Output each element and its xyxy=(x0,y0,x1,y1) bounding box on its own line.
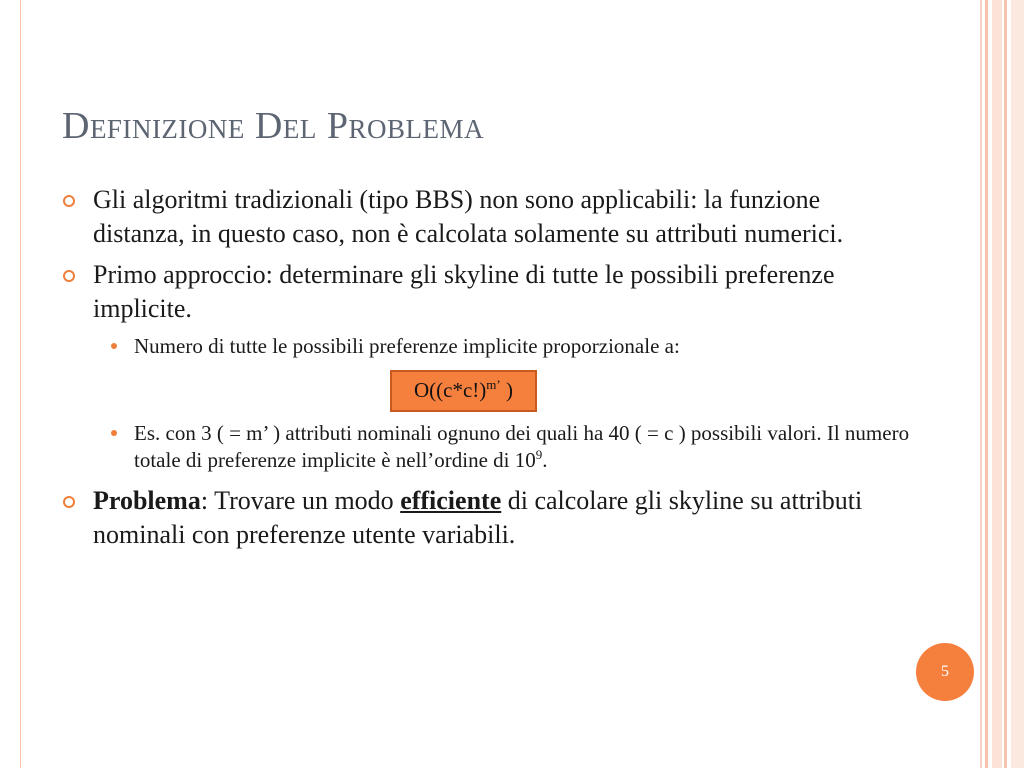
page-number: 5 xyxy=(941,663,949,680)
sub-bullet-item xyxy=(111,333,912,360)
emphasis-term: efficiente xyxy=(400,486,502,515)
bullet-dot-icon xyxy=(111,343,117,349)
decorative-right-stripes xyxy=(980,0,1024,768)
bullet-ring-icon xyxy=(63,496,75,508)
left-frame-line xyxy=(20,0,21,768)
slide-title: Definizione Del Problema xyxy=(62,105,484,147)
bullet-ring-icon xyxy=(63,195,75,207)
sub-bullet-text: Numero di tutte le possibili preferenze implicite proporzionale a: xyxy=(134,334,680,358)
sub-bullet-item xyxy=(111,420,912,474)
bullet-item xyxy=(62,183,912,251)
sub-bullet-text: Es. con 3 ( = m’ ) attributi nominali ognuno dei quali ha 40 ( = c ) possibili valori. Il numero totale di preferenze implicite è nell’ordine di 10 xyxy=(134,421,910,472)
sub-bullet-end: . xyxy=(542,448,548,472)
formula-box xyxy=(390,370,537,412)
bullet-text-mid: : Trovare un modo xyxy=(200,486,401,515)
bullet-text-rest: di calcolare gli skyline su attributi nominali con preferenze utente variabili. xyxy=(93,486,863,549)
bold-term: Problema xyxy=(93,486,201,515)
formula-exponent: m’ xyxy=(486,377,501,392)
exponent: 9 xyxy=(535,447,543,462)
formula-close: ) xyxy=(500,378,513,402)
bullet-item xyxy=(62,258,912,326)
page-number-badge xyxy=(916,643,974,701)
bullet-text: Primo approccio: determinare gli skyline di tutte le possibili preferenze implicite. xyxy=(93,260,835,323)
bullet-dot-icon xyxy=(111,430,117,436)
bullet-ring-icon xyxy=(63,270,75,282)
formula-base: O((c*c!) xyxy=(414,378,487,402)
slide-content xyxy=(62,183,912,559)
bullet-item xyxy=(62,484,912,552)
bullet-text: Gli algoritmi tradizionali (tipo BBS) non sono applicabili: la funzione distanza, in questo caso, non è calcolata solamente su attributi numerici. xyxy=(93,185,844,248)
